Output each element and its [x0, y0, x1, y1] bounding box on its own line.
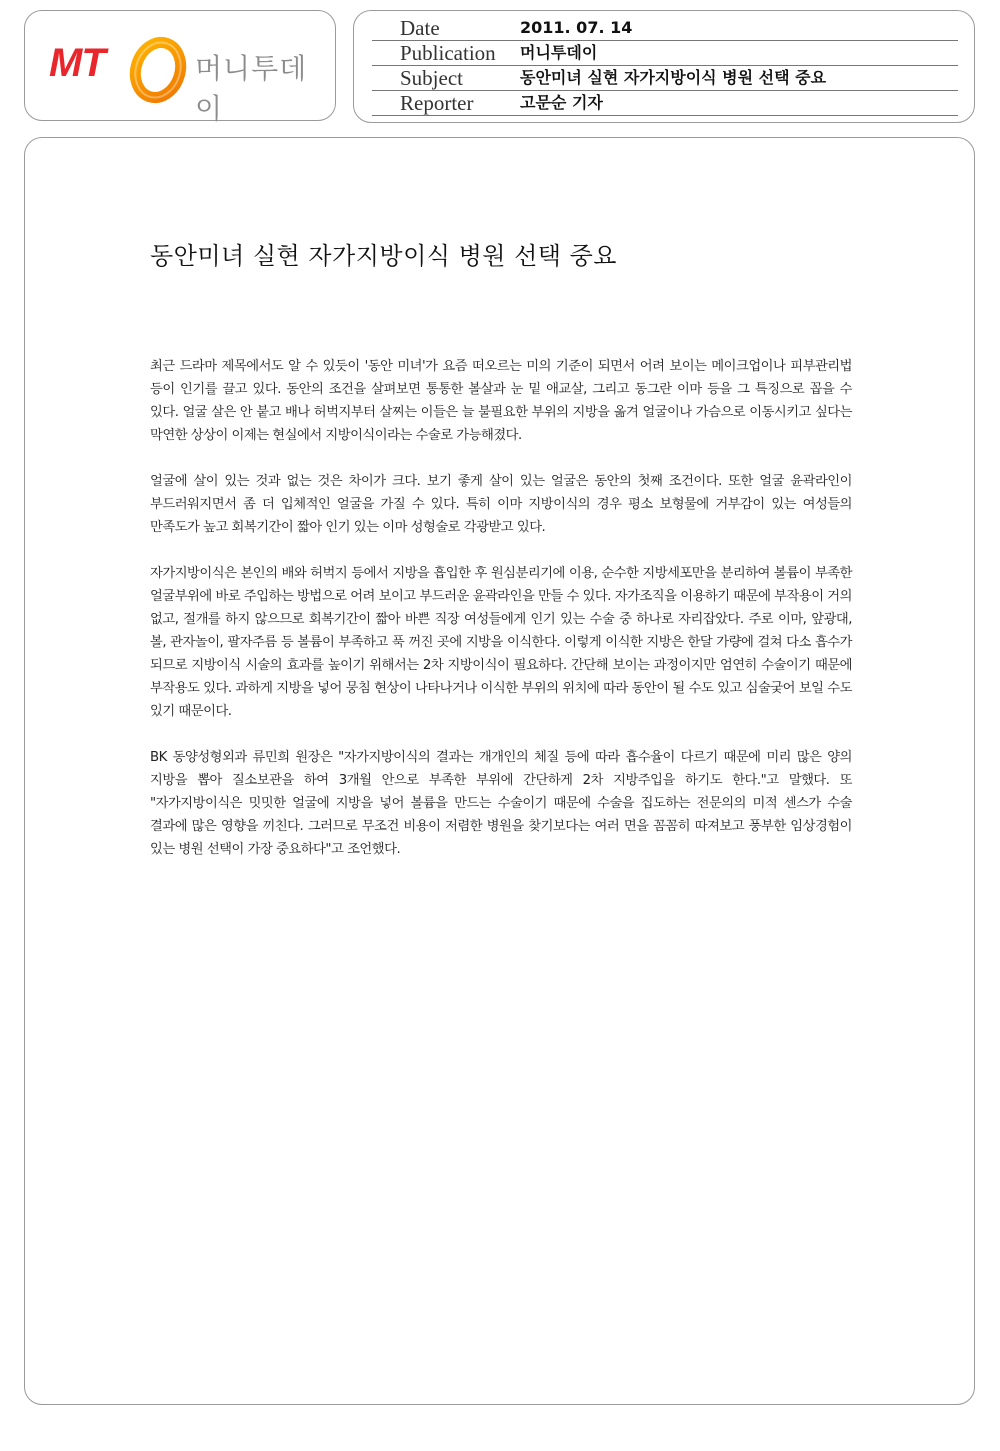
- subject-label: Subject: [400, 66, 463, 90]
- article-paragraph: 최근 드라마 제목에서도 알 수 있듯이 '동안 미녀'가 요즘 떠오르는 미의 기준이 되면서 어려 보이는 메이크업이나 피부관리법 등이 인기를 끌고 있다. 동안의 조건을 살펴보면 통통한 볼살과 눈 밑 애교살, 그리고 동그란 이마 등을 그 특징으로 꼽을 수 있다. 얼굴 살은 안 붙고 배나 허벅지부터 살찌는 이들은 늘 불필요한 부위의 지방을 옮겨 얼굴이나 가슴으로 이동시키고 싶다는 막연한 상상이 이제는 현실에서 지방이식이라는 수술로 가능해졌다.: [150, 359, 852, 443]
- publication-label: Publication: [400, 41, 496, 65]
- meta-row-subject: [372, 65, 958, 91]
- meta-panel: [353, 10, 975, 123]
- article-paragraph: BK 동양성형외과 류민희 원장은 "자가지방이식의 결과는 개개인의 체질 등에 따라 흡수율이 다르기 때문에 미리 많은 양의 지방을 뽑아 질소보관을 하여 3개월 안으로 부족한 부위에 간단하게 2차 지방주입을 하기도 한다."고 말했다. 또 "자가지방이식은 밋밋한 얼굴에 지방을 넣어 볼륨을 만드는 수술이기 때문에 수술을 집도하는 전문의의 미적 센스가 수술 결과에 많은 영향을 끼친다. 그러므로 무조건 비용이 저렴한 병원을 찾기보다는 여러 면을 꼼꼼히 따져보고 풍부한 임상경험이 있는 병원 선택이 가장 중요하다"고 조언했다.: [150, 750, 852, 857]
- logo-ring-icon: [125, 33, 195, 105]
- reporter-label: Reporter: [400, 91, 474, 115]
- article-paragraph: 얼굴에 살이 있는 것과 없는 것은 차이가 크다. 보기 좋게 살이 있는 얼굴은 동안의 첫째 조건이다. 또한 얼굴 윤곽라인이 부드러워지면서 좀 더 입체적인 얼굴을 가질 수 있다. 특히 이마 지방이식의 경우 평소 보형물에 거부감이 있는 여성들의 만족도가 높고 회복기간이 짧아 인기 있는 이마 성형술로 각광받고 있다.: [150, 474, 852, 535]
- meta-row-date: [372, 15, 958, 41]
- reporter-value: 고문순 기자: [520, 93, 603, 112]
- meta-row-publication: [372, 40, 958, 66]
- date-label: Date: [400, 16, 440, 40]
- logo-mark: MT: [49, 41, 105, 85]
- article-paragraph: 자가지방이식은 본인의 배와 허벅지 등에서 지방을 흡입한 후 원심분리기에 이용, 순수한 지방세포만을 분리하여 볼륨이 부족한 얼굴부위에 바로 주입하는 방법으로 어려 보이고 부드러운 윤곽라인을 만들 수 있다. 자가조직을 이용하기 때문에 부작용이 거의 없고, 절개를 하지 않으므로 회복기간이 짧아 바쁜 직장 여성들에게 인기 있는 수술 중 하나로 자리잡았다. 주로 이마, 앞광대, 볼, 관자놀이, 팔자주름 등 볼륨이 부족하고 푹 꺼진 곳에 지방을 이식한다. 이렇게 이식한 지방은 한달 가량에 걸쳐 다소 흡수가 되므로 지방이식 시술의 효과를 높이기 위해서는 2차 지방이식이 필요하다. 간단해 보이는 과정이지만 엄연히 수술이기 때문에 부작용도 있다. 과하게 지방을 넣어 뭉침 현상이 나타나거나 이식한 부위의 위치에 따라 동안이 될 수도 있고 심술궂어 보일 수도 있기 때문이다.: [150, 566, 852, 719]
- article-body: [150, 355, 852, 884]
- logo-panel: [24, 10, 336, 125]
- logo-brand-text: 머니투데이: [195, 52, 308, 125]
- article-headline: 동안미녀 실현 자가지방이식 병원 선택 중요: [150, 242, 617, 270]
- meta-row-reporter: [372, 90, 958, 116]
- date-value: 2011. 07. 14: [520, 18, 633, 37]
- publication-value: 머니투데이: [520, 43, 598, 62]
- subject-value: 동안미녀 실현 자가지방이식 병원 선택 중요: [520, 68, 827, 87]
